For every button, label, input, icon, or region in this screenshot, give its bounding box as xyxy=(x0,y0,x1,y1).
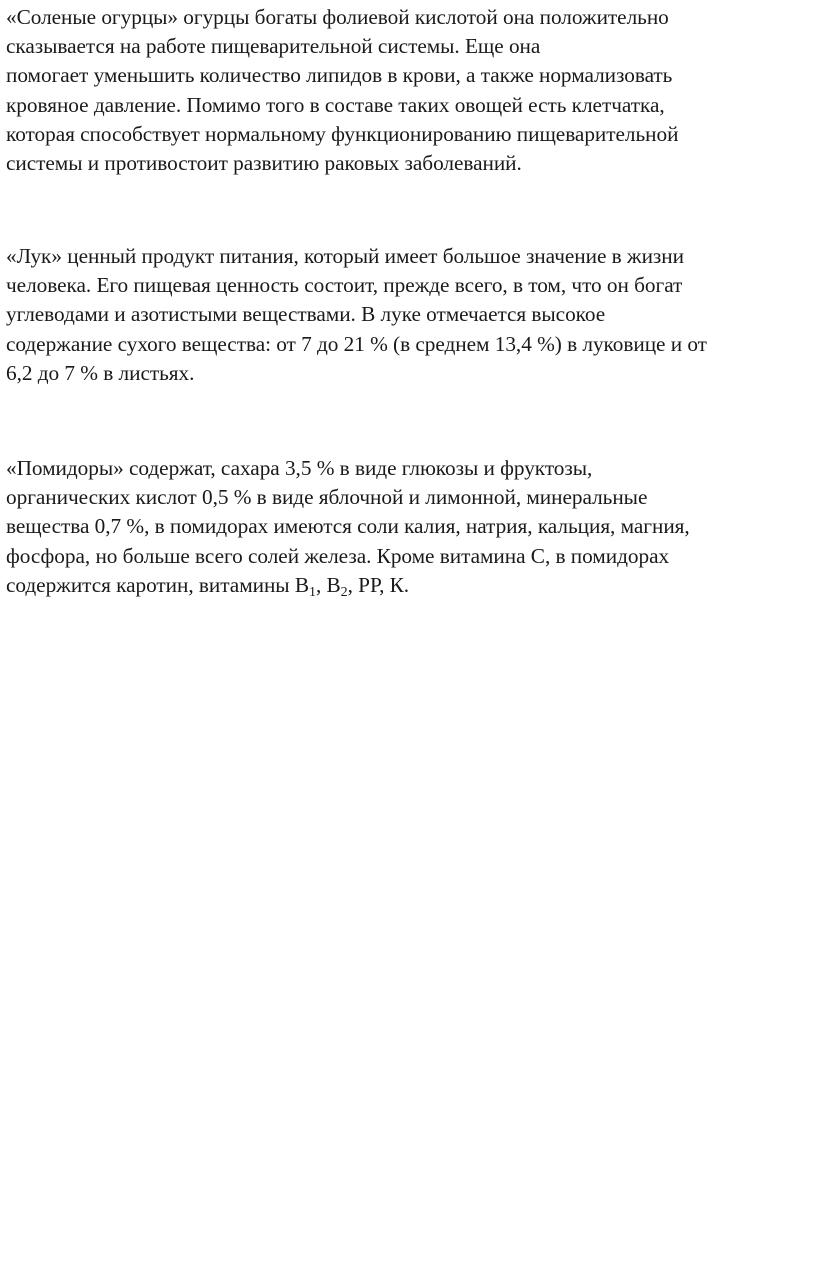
vitamins-text-suffix: , РР, К. xyxy=(347,572,410,597)
subscript-1: 1 xyxy=(309,584,316,600)
text-line: которая способствует нормальному функционированию пищеварительной xyxy=(6,121,679,146)
text-line: системы и противостоит развитию раковых заболеваний. xyxy=(6,151,522,176)
text-line-vitamins xyxy=(6,571,814,600)
text-line: вещества 0,7 %, в помидорах имеются соли калия, натрия, кальция, магния, xyxy=(6,514,690,539)
text-line: содержание сухого вещества: от 7 до 21 % (в среднем 13,4 %) в луковице и от xyxy=(6,331,707,356)
text-line: фосфора, но больше всего солей железа. Кроме витамина С, в помидорах xyxy=(6,543,670,568)
paragraph-onion xyxy=(6,242,814,388)
paragraph-tomatoes xyxy=(6,454,814,600)
text-line: углеводами и азотистыми веществами. В луке отмечается высокое xyxy=(6,302,606,327)
text-line: человека. Его пищевая ценность состоит, прежде всего, в том, что он богат xyxy=(6,273,683,298)
subscript-2: 2 xyxy=(340,584,348,600)
vitamins-separator: , В xyxy=(315,572,341,597)
text-line: сказывается на работе пищеварительной системы. Еще она xyxy=(6,34,541,59)
text-line: помогает уменьшить количество липидов в крови, а также нормализовать xyxy=(6,63,673,88)
vitamins-text-prefix: содержится каротин, витамины В xyxy=(6,572,309,597)
paragraph-cucumbers xyxy=(6,3,814,178)
text-line: «Помидоры» содержат, сахара 3,5 % в виде глюкозы и фруктозы, xyxy=(6,456,593,480)
text-line: «Лук» ценный продукт питания, который имеет большое значение в жизни xyxy=(6,244,684,268)
text-line: «Соленые огурцы» огурцы богаты фолиевой кислотой она положительно xyxy=(6,5,669,29)
text-line: 6,2 до 7 % в листьях. xyxy=(6,360,195,385)
text-line: кровяное давление. Помимо того в составе таких овощей есть клетчатка, xyxy=(6,92,665,117)
text-line: органических кислот 0,5 % в виде яблочной и лимонной, минеральные xyxy=(6,485,648,510)
